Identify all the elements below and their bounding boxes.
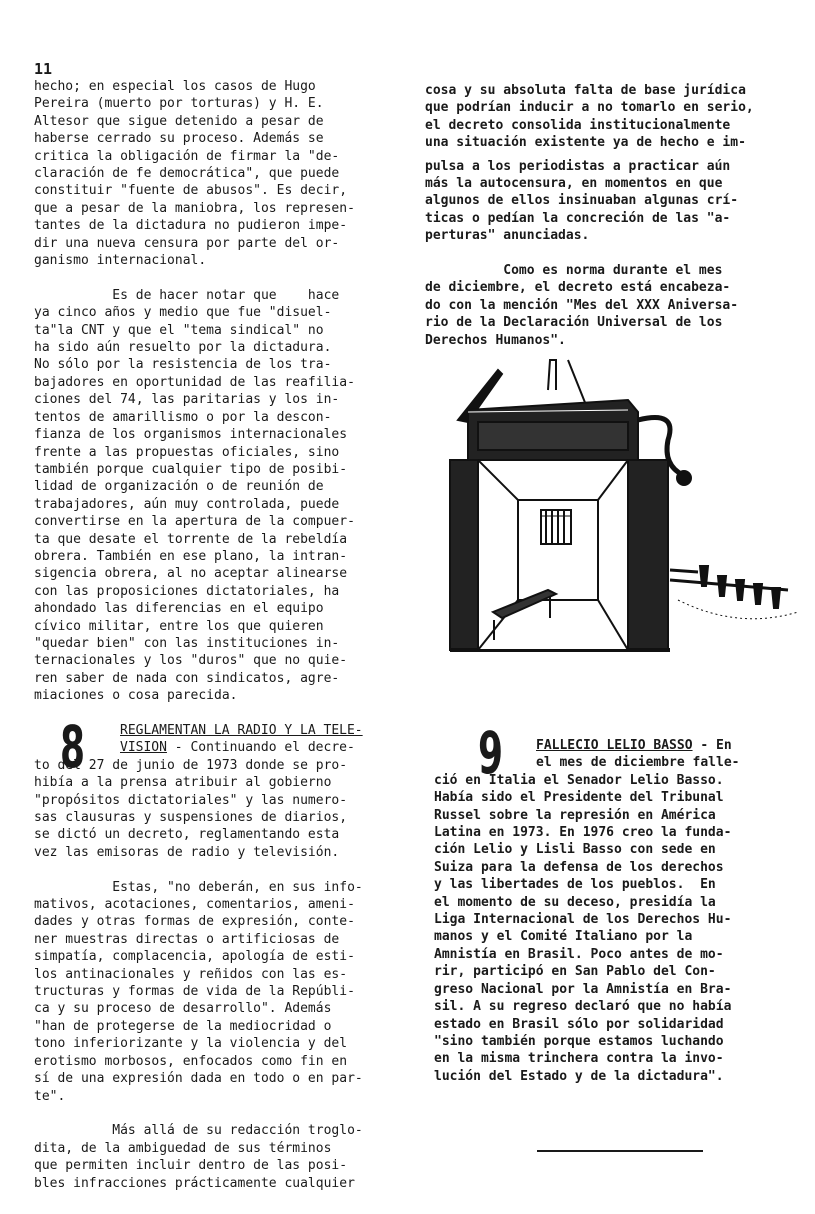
- text-line: Estas, "no deberán, en sus info-: [34, 879, 363, 895]
- text-line: Había sido el Presidente del Tribunal: [434, 790, 724, 806]
- paragraph-cnt: [34, 287, 412, 705]
- section-8-headline-cont: VISION: [120, 740, 167, 756]
- text-line: [120, 739, 414, 756]
- section-number-8: 8: [60, 713, 86, 781]
- text-line: fianza de los organismos internacionales: [34, 427, 348, 443]
- text-line: el mes de diciembre falle-: [536, 755, 740, 771]
- text-line: ner muestras directas o artificiosas de: [34, 931, 340, 947]
- section-8-headline: REGLAMENTAN LA RADIO Y LA TELE-: [120, 723, 363, 738]
- text-line: que podrían inducir a no tomarlo en serio,: [425, 100, 754, 116]
- text-line: rio de la Declaración Universal de los: [425, 315, 723, 331]
- text-line: ca y su proceso de desarrollo". Además: [34, 1001, 332, 1017]
- text-line: lución del Estado y de la dictadura".: [434, 1068, 724, 1084]
- text-line: trabajadores, aún muy controlada, puede: [34, 496, 340, 512]
- paragraph-cases: [34, 78, 412, 269]
- paragraph-decreto: [34, 757, 414, 861]
- text-line: los antinacionales y reñidos con las es-: [34, 966, 348, 982]
- text-line: obrera. También en ese plano, la intran-: [34, 548, 348, 564]
- text-line: Como es norma durante el mes: [425, 263, 723, 279]
- text-line: ganismo internacional.: [34, 253, 207, 269]
- text-line: miaciones o cosa parecida.: [34, 688, 238, 704]
- text-line: [434, 737, 804, 754]
- text-line: estado en Brasil sólo por solidaridad: [434, 1016, 724, 1032]
- text-line: sí de una expresión dada en todo o en par-: [34, 1071, 363, 1087]
- text-line: "han de protegerse de la mediocridad o: [34, 1018, 332, 1034]
- section-number-9: 9: [478, 719, 504, 787]
- text-line: dita, de la ambiguedad de sus términos: [34, 1140, 332, 1156]
- text-line: hibía a la prensa atribuir al gobierno: [34, 775, 332, 791]
- text-line: una situación existente ya de hecho e im-: [425, 135, 746, 151]
- text-line: dades y otras formas de expresión, conte-: [34, 914, 355, 930]
- left-column-top: [34, 78, 412, 705]
- section-9-lead: - En: [692, 738, 732, 753]
- text-line: ción Lelio y Lisli Basso con sede en: [434, 842, 716, 858]
- text-line: sil. A su regreso declaró que no había: [434, 999, 732, 1015]
- text-line: bajadores en oportunidad de las reafilia-: [34, 374, 355, 390]
- text-line: sas clausuras y suspensiones de diarios,: [34, 810, 348, 826]
- text-line: que a pesar de la maniobra, los represen-: [34, 200, 355, 216]
- text-line: y las libertades de los pueblos. En: [434, 877, 716, 893]
- text-line: que permiten incluir dentro de las posi-: [34, 1158, 348, 1174]
- text-line: greso Nacional por la Amnistía en Bra-: [434, 981, 732, 997]
- end-rule-divider: [537, 1150, 703, 1152]
- text-line: tentos de amarillismo o por la descon-: [34, 409, 332, 425]
- right-column-top: [425, 82, 795, 349]
- text-line: Derechos Humanos".: [425, 332, 566, 348]
- text-line: Latina en 1973. En 1976 creo la funda-: [434, 825, 732, 841]
- text-line: critica la obligación de firmar la "de-: [34, 148, 340, 164]
- text-line: manos y el Comité Italiano por la: [434, 929, 693, 945]
- text-line: Russel sobre la represión en América: [434, 807, 716, 823]
- text-line: perturas" anunciadas.: [425, 228, 590, 244]
- paragraph-autocensura: [425, 158, 795, 245]
- text-line: Altesor que sigue detenido a pesar de: [34, 113, 324, 129]
- text-line: ahondado las diferencias en el equipo: [34, 601, 324, 617]
- text-line: en la misma trinchera contra la invo-: [434, 1051, 724, 1067]
- text-line: también porque cualquier tipo de posibi-: [34, 461, 348, 477]
- text-line: lidad de organización o de reunión de: [34, 479, 324, 495]
- text-line: "propósitos dictatoriales" y las numero-: [34, 792, 348, 808]
- text-line: el momento de su deceso, presidía la: [434, 894, 716, 910]
- text-line: se dictó un decreto, reglamentando esta: [34, 827, 340, 843]
- text-line: rir, participó en San Pablo del Con-: [434, 964, 716, 980]
- text-line: erotismo morbosos, enfocados como fin en: [34, 1053, 348, 1069]
- text-line: ya cinco años y medio que fue "disuel-: [34, 305, 332, 321]
- text-line: ta que desate el torrente de la rebeldía: [34, 531, 348, 547]
- text-line: algunos de ellos insinuaban algunas crí-: [425, 193, 739, 209]
- text-line: Es de hacer notar que hace: [34, 287, 340, 303]
- text-line: cívico militar, entre los que quieren: [34, 618, 324, 634]
- section-9-article: [434, 737, 804, 1085]
- text-line: hecho; en especial los casos de Hugo: [34, 79, 316, 94]
- text-line: Pereira (muerto por torturas) y H. E.: [34, 96, 324, 112]
- text-line: to del 27 de junio de 1973 donde se pro-: [34, 757, 348, 773]
- text-line: ternacionales y los "duros" que no quie-: [34, 653, 348, 669]
- text-line: ció en Italia el Senador Lelio Basso.: [434, 772, 724, 788]
- text-line: tono inferiorizante y la violencia y del: [34, 1036, 348, 1052]
- text-line: haberse cerrado su proceso. Además se: [34, 131, 324, 147]
- text-line: vez las emisoras de radio y televisión.: [34, 844, 340, 860]
- text-line: "quedar bien" con las instituciones in-: [34, 635, 340, 651]
- text-line: do con la mención "Mes del XXX Aniversa-: [425, 297, 739, 313]
- text-line: Más allá de su redacción troglo-: [34, 1123, 363, 1139]
- text-line: con las proposiciones dictatoriales, ha: [34, 583, 340, 599]
- text-line: ciones del 74, las paritarias y los in-: [34, 392, 340, 408]
- typewriter-prison-cell-illustration: [438, 350, 810, 660]
- text-line: "sino también porque estamos luchando: [434, 1033, 724, 1049]
- text-line: de diciembre, el decreto está encabeza-: [425, 280, 731, 296]
- text-line: constituir "fuente de abusos". Es decir,: [34, 183, 348, 199]
- paragraph-aniversario: [425, 262, 795, 349]
- text-line: [120, 722, 414, 739]
- text-line: tantes de la dictadura no pudieron impe-: [34, 218, 348, 234]
- text-line: pulsa a los periodistas a practicar aún: [425, 158, 731, 174]
- text-line: mativos, acotaciones, comentarios, ameni-: [34, 897, 355, 913]
- text-line: te".: [34, 1088, 66, 1104]
- text-line: cosa y su absoluta falta de base jurídica: [425, 83, 746, 98]
- text-line: claración de fe democrática", que puede: [34, 166, 340, 182]
- text-line: Amnistía en Brasil. Poco antes de mo-: [434, 946, 724, 962]
- text-line: Suiza para la defensa de los derechos: [434, 859, 724, 875]
- section-8-lead: - Continuando el decre-: [166, 740, 355, 756]
- text-line: bles infracciones prácticamente cualquier: [34, 1175, 355, 1191]
- text-line: ren saber de nada con sindicatos, agre-: [34, 670, 340, 686]
- paragraph-decree: [425, 82, 795, 152]
- text-line: dir una nueva censura por parte del or-: [34, 235, 340, 251]
- text-line: simpatía, complacencia, apología de esti-: [34, 949, 355, 965]
- section-8-article: [34, 722, 414, 1192]
- paragraph-mas-alla: [34, 1122, 414, 1192]
- text-line: ticas o pedían la concreción de las "a-: [425, 210, 731, 226]
- section-9-headline: FALLECIO LELIO BASSO: [536, 738, 693, 753]
- text-line: el decreto consolida institucionalmente: [425, 117, 731, 133]
- text-line: ha sido aún resuelto por la dictadura.: [34, 340, 332, 356]
- text-line: sigencia obrera, al no aceptar alinearse: [34, 566, 348, 582]
- paragraph-estas: [34, 879, 414, 1105]
- text-line: más la autocensura, en momentos en que: [425, 176, 723, 192]
- text-line: convertirse en la apertura de la compuer-: [34, 514, 355, 530]
- page-number: 11: [34, 60, 53, 78]
- text-line: frente a las propuestas oficiales, sino: [34, 444, 340, 460]
- text-line: Liga Internacional de los Derechos Hu-: [434, 912, 732, 928]
- text-line: tructuras y formas de vida de la Repúbli-: [34, 984, 355, 1000]
- text-line: No sólo por la resistencia de los tra-: [34, 357, 332, 373]
- text-line: ta"la CNT y que el "tema sindical" no: [34, 322, 324, 338]
